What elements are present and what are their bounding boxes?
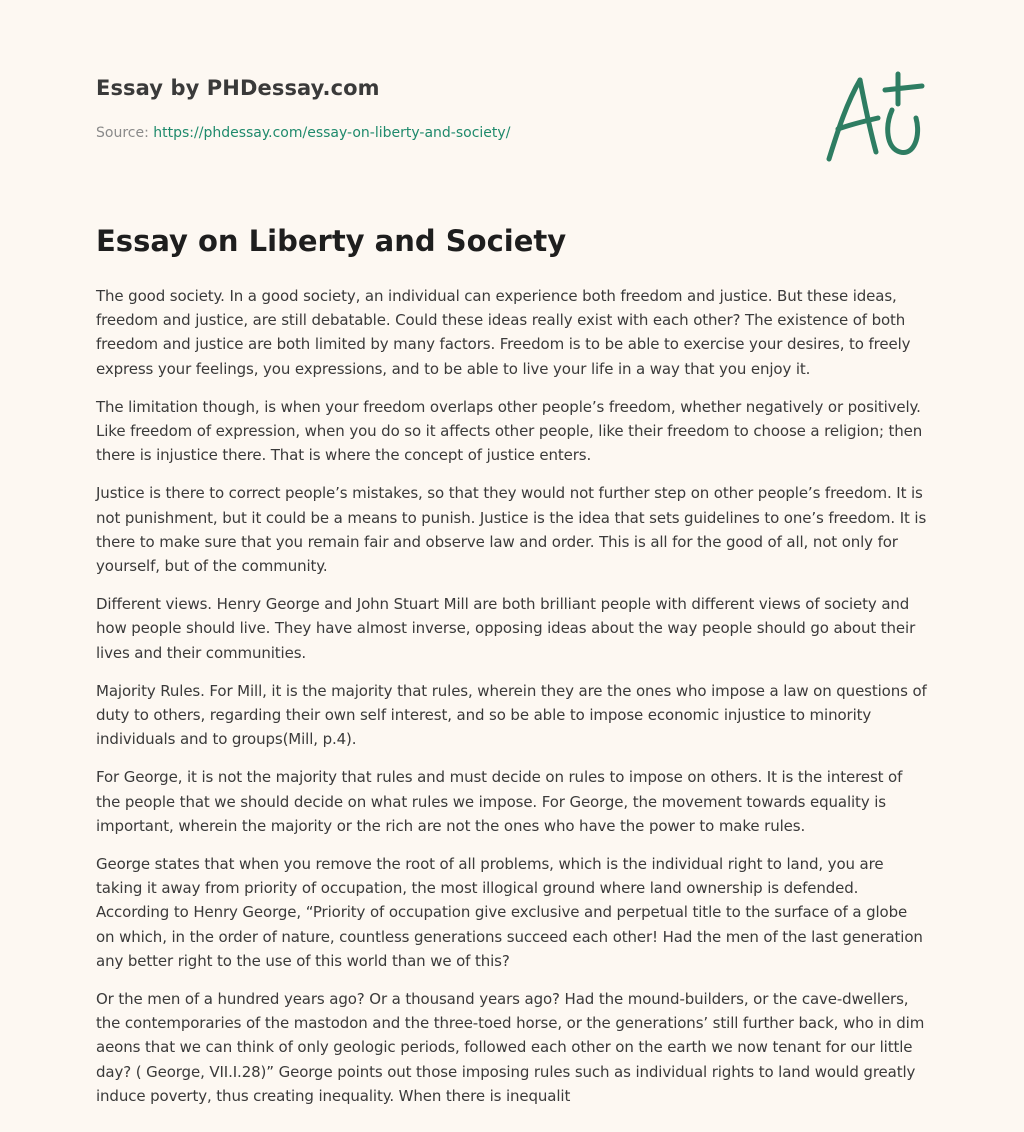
- essay-body: [96, 284, 928, 1122]
- source-link[interactable]: https://phdessay.com/essay-on-liberty-and-society/: [153, 125, 511, 141]
- essay-paragraph: Different views. Henry George and John Stuart Mill are both brilliant people with different views of society and how people should live. They have almost inverse, opposing ideas about the way people should go about their lives and their communities.: [96, 595, 916, 662]
- essay-paragraph: George states that when you remove the root of all problems, which is the individual right to land, you are taking it away from priority of occupation, the most illogical ground where land ownership is defended. According to Henry George, “Priority of occupation give exclusive and perpetual title to the surface of a globe on which, in the order of nature, countless generations succeed each other! Had the men of the last generation any better right to the use of this world than we of this?: [96, 855, 923, 970]
- essay-paragraph: For George, it is not the majority that rules and must decide on rules to impose on others. It is the interest of the people that we should decide on what rules we impose. For George, the movement towards equality is important, wherein the majority or the rich are not the ones who have the power to make rules.: [96, 768, 903, 835]
- source-label: Source:: [96, 125, 149, 141]
- essay-paragraph: Majority Rules. For Mill, it is the majority that rules, wherein they are the ones who impose a law on questions of duty to others, regarding their own self interest, and so be able to impose economic injustice to minority individuals and to groups(Mill, p.4).: [96, 681, 927, 749]
- essay-title: Essay on Liberty and Society: [96, 224, 567, 258]
- source-line: [96, 125, 510, 141]
- essay-paragraph: Or the men of a hundred years ago? Or a thousand years ago? Had the mound-builders, or the cave-dwellers, the contemporaries of the mastodon and the three-toed horse, or the generations’ still further back, who in dim aeons that we can think of only geologic periods, followed each other on the earth we now tenant for our little day? ( George, VII.I.28)” George points out those imposing rules such as individual rights to land would greatly induce poverty, thus creating inequality. When there is inequalit: [96, 990, 925, 1105]
- essay-paragraph: Justice is there to correct people’s mistakes, so that they would not further step on other people’s freedom. It is not punishment, but it could be a means to punish. Justice is the idea that sets guidelines to one’s freedom. It is there to make sure that you remain fair and observe law and order. This is all for the good of all, not only for yourself, but of the community.: [96, 484, 927, 576]
- site-brand-title: Essay by PHDessay.com: [96, 76, 380, 100]
- a-plus-logo-icon: [820, 68, 930, 166]
- essay-paragraph: The good society. In a good society, an individual can experience both freedom and justice. But these ideas, freedom and justice, are still debatable. Could these ideas really exist with each other? The existence of both freedom and justice are both limited by many factors. Freedom is to be able to exercise your desires, to freely express your feelings, you expressions, and to be able to live your life in a way that you enjoy it.: [96, 287, 911, 378]
- essay-paragraph: The limitation though, is when your freedom overlaps other people’s freedom, whether negatively or positively. Like freedom of expression, when you do so it affects other people, like their freedom to choose a religion; then there is injustice there. That is where the concept of justice enters.: [96, 397, 923, 465]
